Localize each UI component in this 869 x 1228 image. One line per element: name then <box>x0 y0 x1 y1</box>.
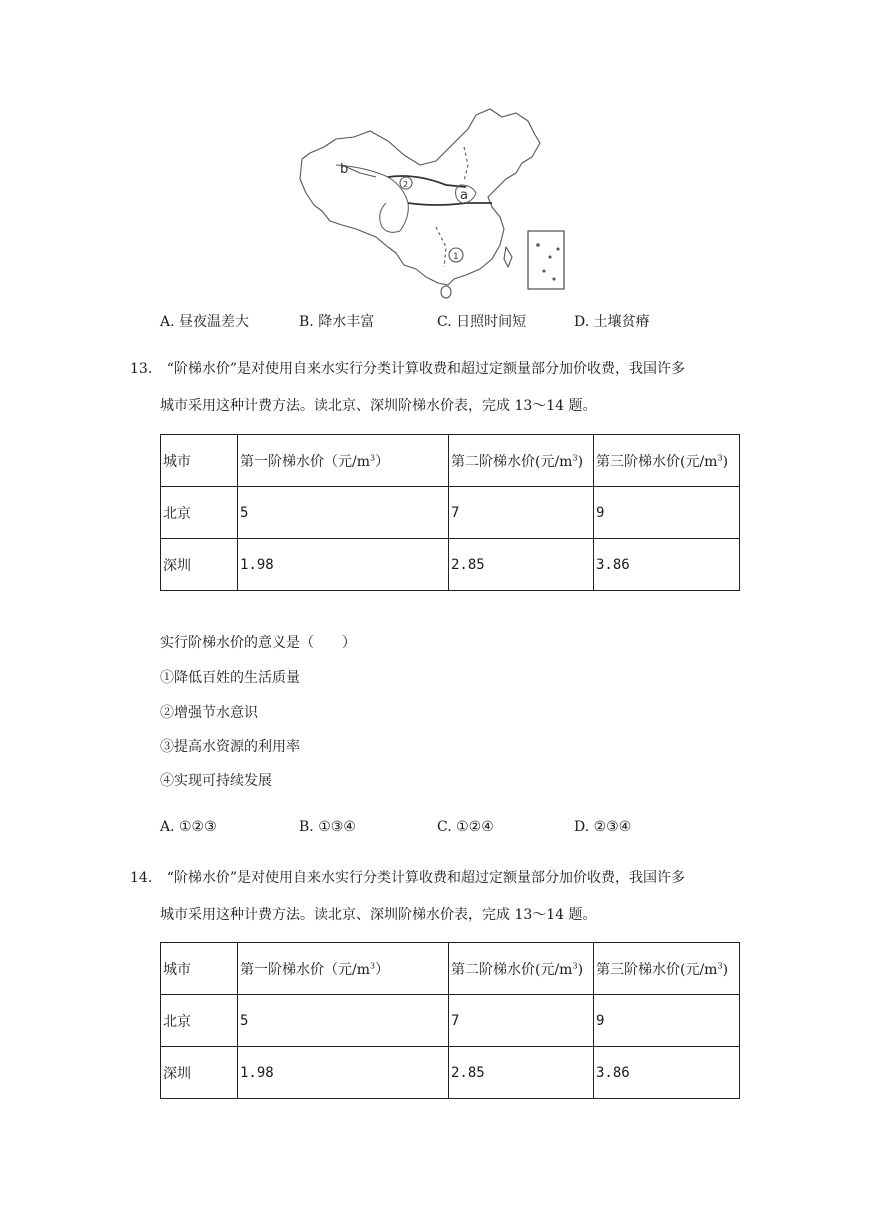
header-tail: ） <box>375 961 390 978</box>
header-tail: ) <box>722 453 729 470</box>
header-tail: ) <box>577 961 584 978</box>
map-label-circle-2: 2 <box>403 180 409 189</box>
q13-option-b[interactable]: B. ①③④ <box>299 819 356 835</box>
table-row <box>161 487 740 539</box>
q13-option-a[interactable]: A. ①②③ <box>160 819 217 835</box>
q13-line-2: 城市采用这种计费方法。读北京、深圳阶梯水价表，完成 13～14 题。 <box>160 398 597 414</box>
price-cell: 7 <box>449 487 594 539</box>
header-text: 第三阶梯水价(元/m <box>596 961 718 978</box>
q13-statement-2: ②增强节水意识 <box>160 705 258 721</box>
q14-line-1 <box>130 867 770 889</box>
price-cell: 3.86 <box>594 539 740 591</box>
price-cell: 2.85 <box>449 539 594 591</box>
city-cell: 深圳 <box>161 539 238 591</box>
unit-superscript: 3 <box>370 960 376 970</box>
unit-superscript: 3 <box>572 960 578 970</box>
unit-superscript: 3 <box>717 960 723 970</box>
header-text: 第三阶梯水价(元/m <box>596 453 718 470</box>
header-text: 第一阶梯水价（元/m <box>240 961 370 978</box>
q14-text-1: “阶梯水价”是对使用自来水实行分类计算收费和超过定额量部分加价收费，我国许多 <box>166 870 686 886</box>
q14-line-2: 城市采用这种计费方法。读北京、深圳阶梯水价表，完成 13～14 题。 <box>160 907 597 923</box>
q13-statement-4: ④实现可持续发展 <box>160 773 272 789</box>
map-label-a: a <box>460 188 468 203</box>
q13-water-price-table <box>160 434 740 591</box>
table-header-row <box>161 435 740 487</box>
header-cell: 城市 <box>161 435 238 487</box>
table-header-row <box>161 943 740 995</box>
header-tail: ) <box>577 453 584 470</box>
price-cell: 9 <box>594 995 740 1047</box>
q12-option-c[interactable]: C. 日照时间短 <box>437 314 527 330</box>
q13-statement-3: ③提高水资源的利用率 <box>160 739 300 755</box>
header-cell <box>594 435 740 487</box>
unit-superscript: 3 <box>717 452 723 462</box>
q13-line-1 <box>130 358 770 380</box>
q12-option-b[interactable]: B. 降水丰富 <box>299 314 375 330</box>
q12-options <box>160 311 760 335</box>
header-text: 第二阶梯水价(元/m <box>451 961 573 978</box>
map-label-b: b <box>340 162 349 177</box>
q14-water-price-table <box>160 942 740 1099</box>
header-cell <box>238 943 449 995</box>
header-cell <box>594 943 740 995</box>
q13-text-1: “阶梯水价”是对使用自来水实行分类计算收费和超过定额量部分加价收费，我国许多 <box>166 361 686 377</box>
header-tail: ) <box>722 961 729 978</box>
header-cell: 城市 <box>161 943 238 995</box>
price-cell: 7 <box>449 995 594 1047</box>
q13-option-d[interactable]: D. ②③④ <box>574 819 632 835</box>
header-text: 第二阶梯水价(元/m <box>451 453 573 470</box>
table-row <box>161 1047 740 1099</box>
q13-statement-1: ①降低百姓的生活质量 <box>160 670 300 686</box>
price-cell: 2.85 <box>449 1047 594 1099</box>
city-cell: 深圳 <box>161 1047 238 1099</box>
header-cell <box>238 435 449 487</box>
unit-superscript: 3 <box>572 452 578 462</box>
table-row <box>161 539 740 591</box>
city-cell: 北京 <box>161 995 238 1047</box>
q14-number: 14. <box>130 870 153 886</box>
table-row <box>161 995 740 1047</box>
price-cell: 1.98 <box>238 1047 449 1099</box>
header-cell <box>449 943 594 995</box>
china-map-figure <box>296 107 572 302</box>
q13-number: 13. <box>130 361 153 377</box>
q13-option-c[interactable]: C. ①②④ <box>437 819 494 835</box>
unit-superscript: 3 <box>370 452 376 462</box>
header-text: 第一阶梯水价（元/m <box>240 453 370 470</box>
q13-options <box>160 819 760 843</box>
header-tail: ） <box>375 453 390 470</box>
map-label-circle-1: 1 <box>453 252 459 262</box>
q12-option-a[interactable]: A. 昼夜温差大 <box>160 314 250 330</box>
price-cell: 1.98 <box>238 539 449 591</box>
header-cell <box>449 435 594 487</box>
price-cell: 5 <box>238 487 449 539</box>
price-cell: 9 <box>594 487 740 539</box>
price-cell: 5 <box>238 995 449 1047</box>
china-map-drawing <box>296 107 572 302</box>
q13-stem: 实行阶梯水价的意义是（ ） <box>160 635 356 651</box>
price-cell: 3.86 <box>594 1047 740 1099</box>
q12-option-d[interactable]: D. 土壤贫瘠 <box>574 314 650 330</box>
city-cell: 北京 <box>161 487 238 539</box>
